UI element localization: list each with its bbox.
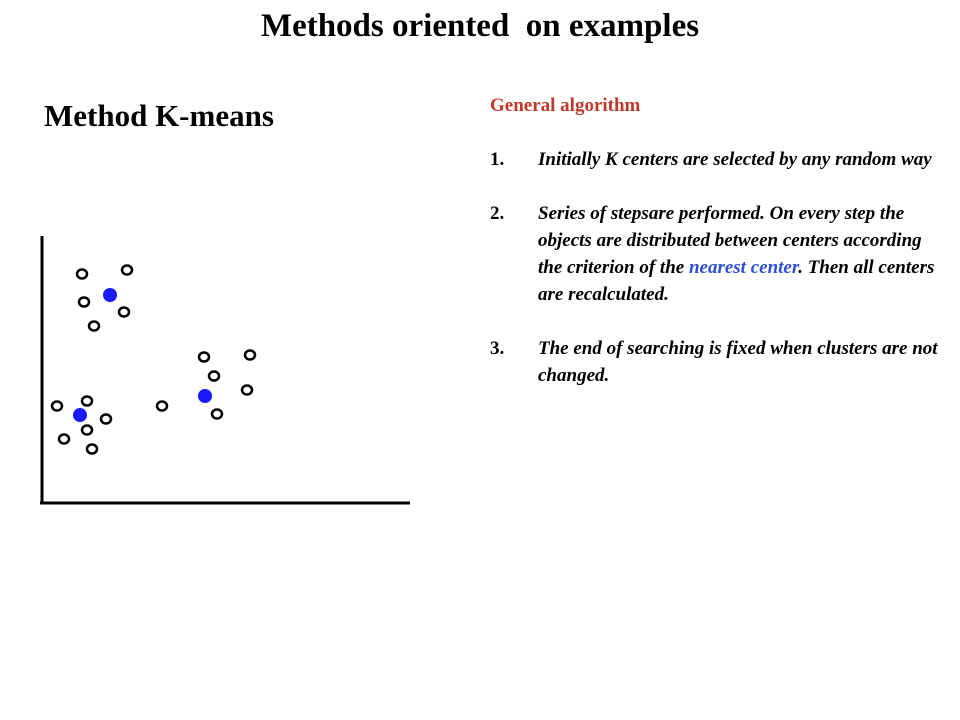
step-text: [538, 200, 940, 308]
data-object-point: [122, 266, 132, 275]
algorithm-panel: [490, 92, 940, 416]
data-object-point: [199, 353, 209, 362]
algorithm-step-2: [490, 200, 940, 308]
data-object-point: [245, 351, 255, 360]
data-object-point: [52, 402, 62, 411]
diagram-points: [52, 266, 255, 454]
data-object-point: [79, 298, 89, 307]
slide-title: Methods oriented on examples: [260, 8, 700, 44]
step-text-start: Series of stepsare performed. On every step the objects are distributed between centers according the criterion of the: [538, 203, 922, 278]
step-number: 3.: [490, 338, 505, 359]
data-object-point: [119, 308, 129, 317]
cluster-center-point: [103, 288, 117, 302]
data-object-point: [87, 445, 97, 454]
data-object-point: [82, 397, 92, 406]
step-text: The end of searching is fixed when clusters are not changed.: [538, 338, 938, 386]
step-text-end: . Then all centers are recalculated.: [538, 257, 935, 305]
data-object-point: [77, 270, 87, 279]
step-number: 1.: [490, 149, 505, 170]
algorithm-title: General algorithm: [490, 95, 641, 116]
kmeans-scatter-diagram: [0, 220, 440, 520]
data-object-point: [101, 415, 111, 424]
data-object-point: [212, 410, 222, 419]
algorithm-step-1: [490, 146, 940, 173]
method-heading: Method K-means: [44, 98, 274, 133]
cluster-center-point: [198, 389, 212, 403]
step-text: Initially K centers are selected by any random way: [538, 149, 932, 170]
nearest-center-highlight: nearest center: [688, 257, 799, 278]
data-object-point: [242, 386, 252, 395]
algorithm-step-3: [490, 335, 940, 389]
data-object-point: [82, 426, 92, 435]
data-object-point: [157, 402, 167, 411]
cluster-center-point: [73, 408, 87, 422]
step-number: 2.: [490, 203, 505, 224]
data-object-point: [209, 372, 219, 381]
data-object-point: [89, 322, 99, 331]
data-object-point: [59, 435, 69, 444]
